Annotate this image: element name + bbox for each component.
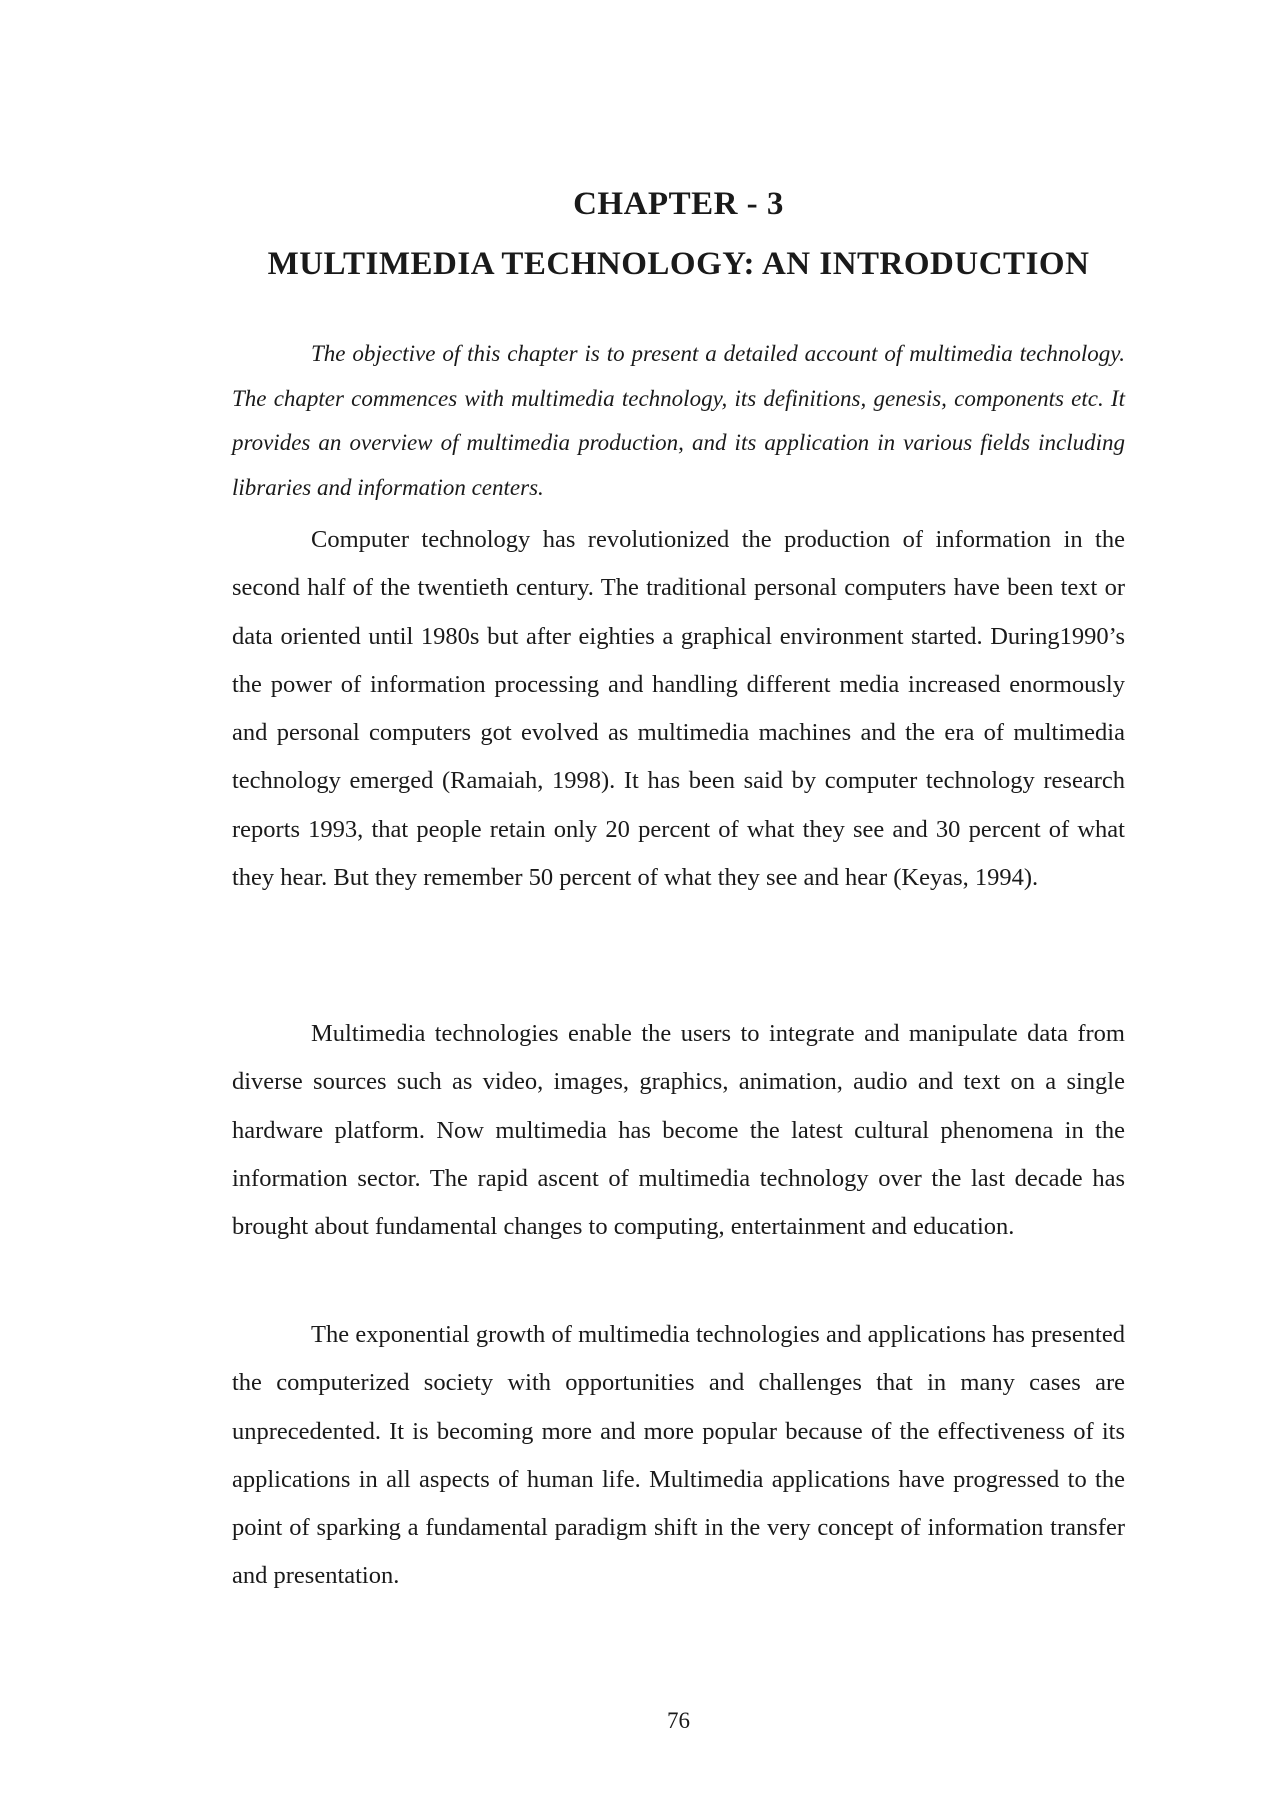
paragraph-2	[232, 1010, 1125, 1251]
paragraph-text: Computer technology has revolutionized the production of information in the second half of the twentieth century. The traditional personal computers have been text or data oriented until 1980s but after eighties a graphical environment started. During1990’s the power of information processing and handling different media increased enormously and personal computers got evolved as multimedia machines and the era of multimedia technology emerged (Ramaiah, 1998). It has been said by computer technology research reports 1993, that people retain only 20 percent of what they see and 30 percent of what they hear. But they remember 50 percent of what they see and hear (Keyas, 1994).	[232, 526, 1125, 892]
chapter-title: MULTIMEDIA TECHNOLOGY: AN INTRODUCTION	[267, 246, 1090, 282]
paragraph-text: The exponential growth of multimedia technologies and applications has presented the computerized society with opportunities and challenges that in many cases are unprecedented. It is becoming more and more popular because of the effectiveness of its applications in all aspects of human life. Multimedia applications have progressed to the point of sparking a fundamental paradigm shift in the very concept of information transfer and presentation.	[232, 1321, 1125, 1590]
paragraph-1	[232, 516, 1125, 902]
paragraph-text: Multimedia technologies enable the users to integrate and manipulate data from diverse sources such as video, images, graphics, animation, audio and text on a single hardware platform. Now multimedia has become the latest cultural phenomena in the information sector. The rapid ascent of multimedia technology over the last decade has brought about fundamental changes to computing, entertainment and education.	[232, 1020, 1125, 1241]
chapter-number: CHAPTER - 3	[573, 186, 784, 222]
abstract-text: The objective of this chapter is to present a detailed account of multimedia technology. The chapter commences with multimedia technology, its definitions, genesis, components etc. It provides an overview of multimedia production, and its application in various fields including libraries and information centers.	[232, 341, 1125, 500]
chapter-abstract	[232, 332, 1125, 510]
paragraph-3	[232, 1311, 1125, 1601]
page-number: 76	[667, 1708, 690, 1733]
